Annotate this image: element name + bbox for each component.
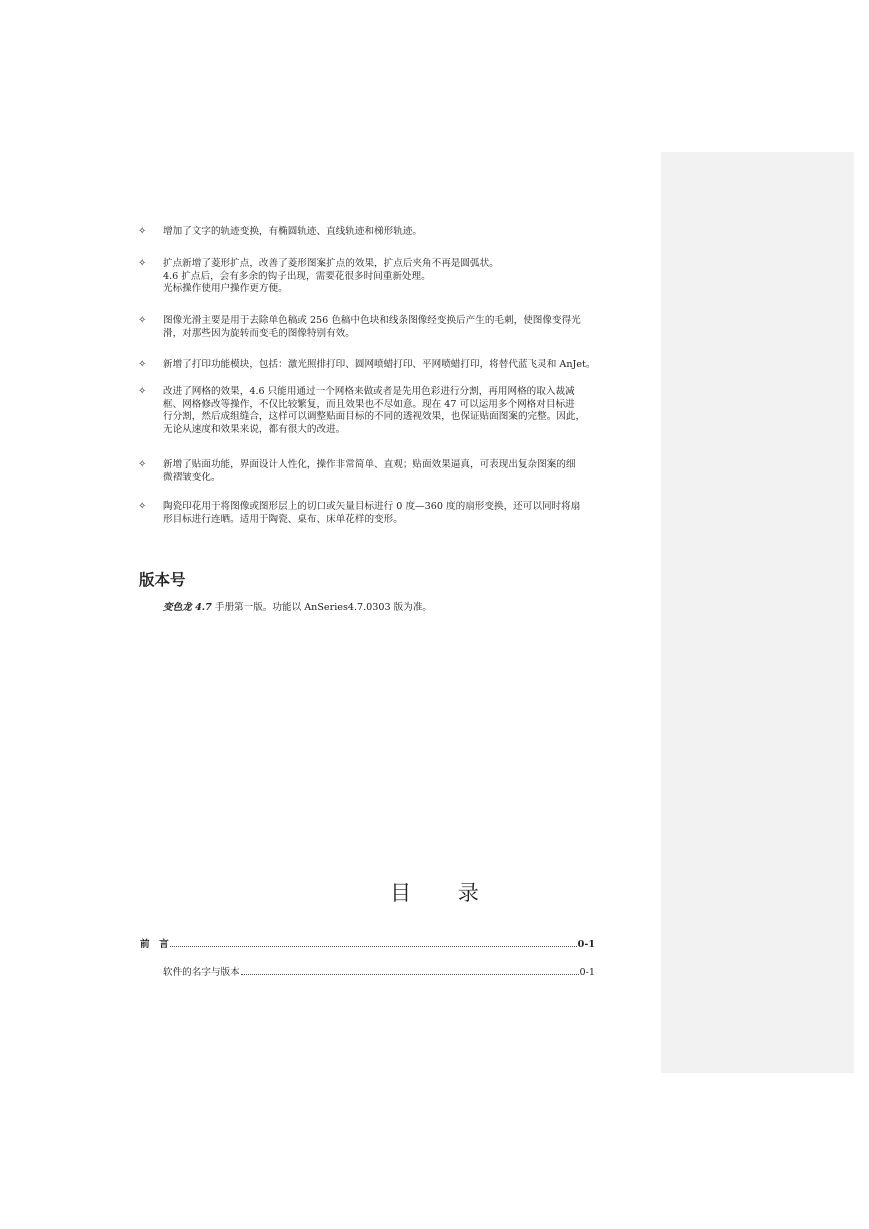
diamond-bullet-icon: ✧ xyxy=(138,386,147,397)
list-item-text: 微褶皱变化。 xyxy=(163,471,221,483)
list-item-text: 图像光滑主要是用于去除单色稿或 256 色稿中色块和线条图像经变换后产生的毛刺，使图像变得光 xyxy=(163,315,581,326)
toc-entry-page: 0-1 xyxy=(577,939,595,950)
list-item-text: 光标操作使用户操作更方便。 xyxy=(163,283,288,295)
comment-sidebar xyxy=(661,152,854,1073)
toc-entry-label: 软件的名字与版本 xyxy=(163,967,240,978)
list-item-text: 改进了网格的效果，4.6 只能用通过一个网格来做或者是先用色彩进行分割，再用网格的取入裁减 xyxy=(163,386,575,397)
list-item-text: 无论从速度和效果来说，都有很大的改进。 xyxy=(163,423,346,435)
version-paragraph xyxy=(163,599,432,613)
list-item-text: 陶瓷印花用于将图像或图形层上的切口或矢量目标进行 0 度—360 度的扇形变换，还可以同时将扇 xyxy=(163,501,581,512)
version-heading: 版本号 xyxy=(139,571,186,589)
list-item xyxy=(138,386,585,436)
list-item-text: 形目标进行连晒。适用于陶瓷、桌布、床单花样的变形。 xyxy=(163,513,403,525)
toc-entry-page: 0-1 xyxy=(579,967,595,978)
list-item xyxy=(138,459,576,484)
toc-leader-dots xyxy=(170,945,577,947)
list-item xyxy=(138,359,595,372)
list-item-text: 扩点新增了菱形扩点，改善了菱形图案扩点的效果，扩点后夹角不再是圆弧状。 xyxy=(163,258,499,269)
list-item-text: 4.6 扩点后，会有多余的钩子出现，需要花很多时间重新处理。 xyxy=(163,270,431,282)
diamond-bullet-icon: ✧ xyxy=(138,501,147,512)
list-item-text: 行分割，然后成组缝合，这样可以调整贴面目标的不同的透视效果，也保证贴面图案的完整。因此， xyxy=(163,411,586,423)
toc-entry[interactable] xyxy=(140,936,595,950)
diamond-bullet-icon: ✧ xyxy=(138,359,147,370)
list-item-text: 滑，对那些因为旋转而变毛的图像特别有效。 xyxy=(163,327,355,339)
list-item-text: 增加了文字的轨迹变换，有椭圆轨迹、直线轨迹和梯形轨迹。 xyxy=(163,226,423,237)
toc-title: 目 录 xyxy=(390,881,499,905)
list-item xyxy=(138,258,499,296)
diamond-bullet-icon: ✧ xyxy=(138,459,147,470)
list-item-text: 新增了贴面功能，界面设计人性化，操作非常简单、直观；贴面效果逼真，可表现出复杂图案的细 xyxy=(163,459,576,470)
list-item xyxy=(138,501,580,526)
list-item xyxy=(138,226,422,239)
toc-leader-dots xyxy=(241,973,579,975)
list-item-text: 框、网格修改等操作，不仅比较繁复，而且效果也不尽如意。现在 47 可以运用多个网格对目标进 xyxy=(163,398,575,410)
diamond-bullet-icon: ✧ xyxy=(138,315,147,326)
list-item xyxy=(138,315,581,340)
toc-entry[interactable] xyxy=(163,964,595,978)
diamond-bullet-icon: ✧ xyxy=(138,258,147,269)
product-name: 变色龙 4.7 xyxy=(163,602,212,613)
diamond-bullet-icon: ✧ xyxy=(138,226,147,237)
version-description: 手册第一版。功能以 AnSeries4.7.0303 版为准。 xyxy=(211,602,433,613)
toc-entry-label: 前 言 xyxy=(140,939,169,950)
list-item-text: 新增了打印功能模块，包括：激光照排打印、圆网喷蜡打印、平网喷蜡打印，将替代蓝飞灵和 AnJet。 xyxy=(163,359,596,370)
